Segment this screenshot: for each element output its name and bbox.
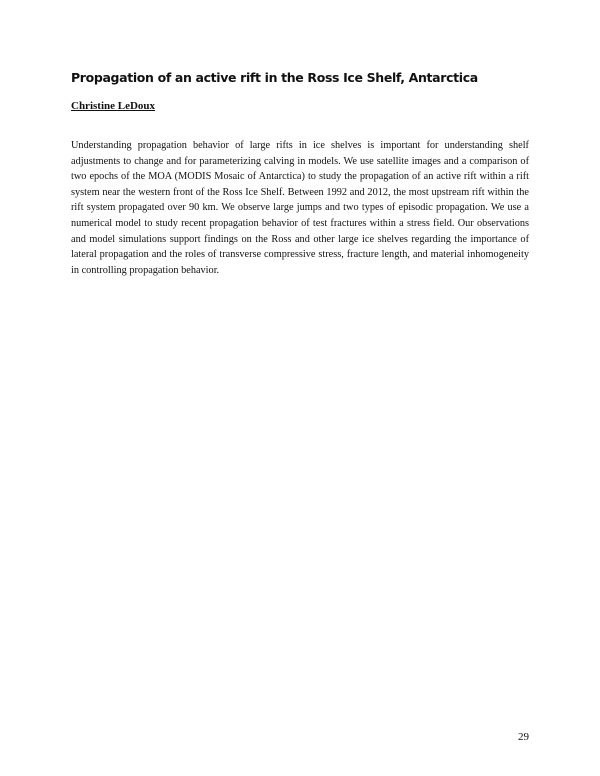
author-name: Christine LeDoux: [71, 100, 156, 112]
paper-title: Propagation of an active rift in the Ross Ice Shelf, Antarctica: [71, 70, 478, 85]
abstract-paragraph: Understanding propagation behavior of large rifts in ice shelves is important for understanding shelf adjustments to change and for parameterizing calving in models. We use satellite images and a comparison of two epochs of the MOA (MODIS Mosaic of Antarctica) to study the propagation of an active rift within a rift system near the western front of the Ross Ice Shelf. Between 1992 and 2012, the most upstream rift within the rift system propagated over 90 km. We observe large jumps and two types of episodic propagation. We use a numerical model to study recent propagation behavior of test fractures within a stress field. Our observations and model simulations support findings on the Ross and other large ice shelves regarding the importance of lateral propagation and the roles of transverse compressive stress, fracture length, and material inhomogeneity in controlling propagation behavior.: [71, 140, 529, 276]
page-number: 29: [518, 731, 529, 743]
